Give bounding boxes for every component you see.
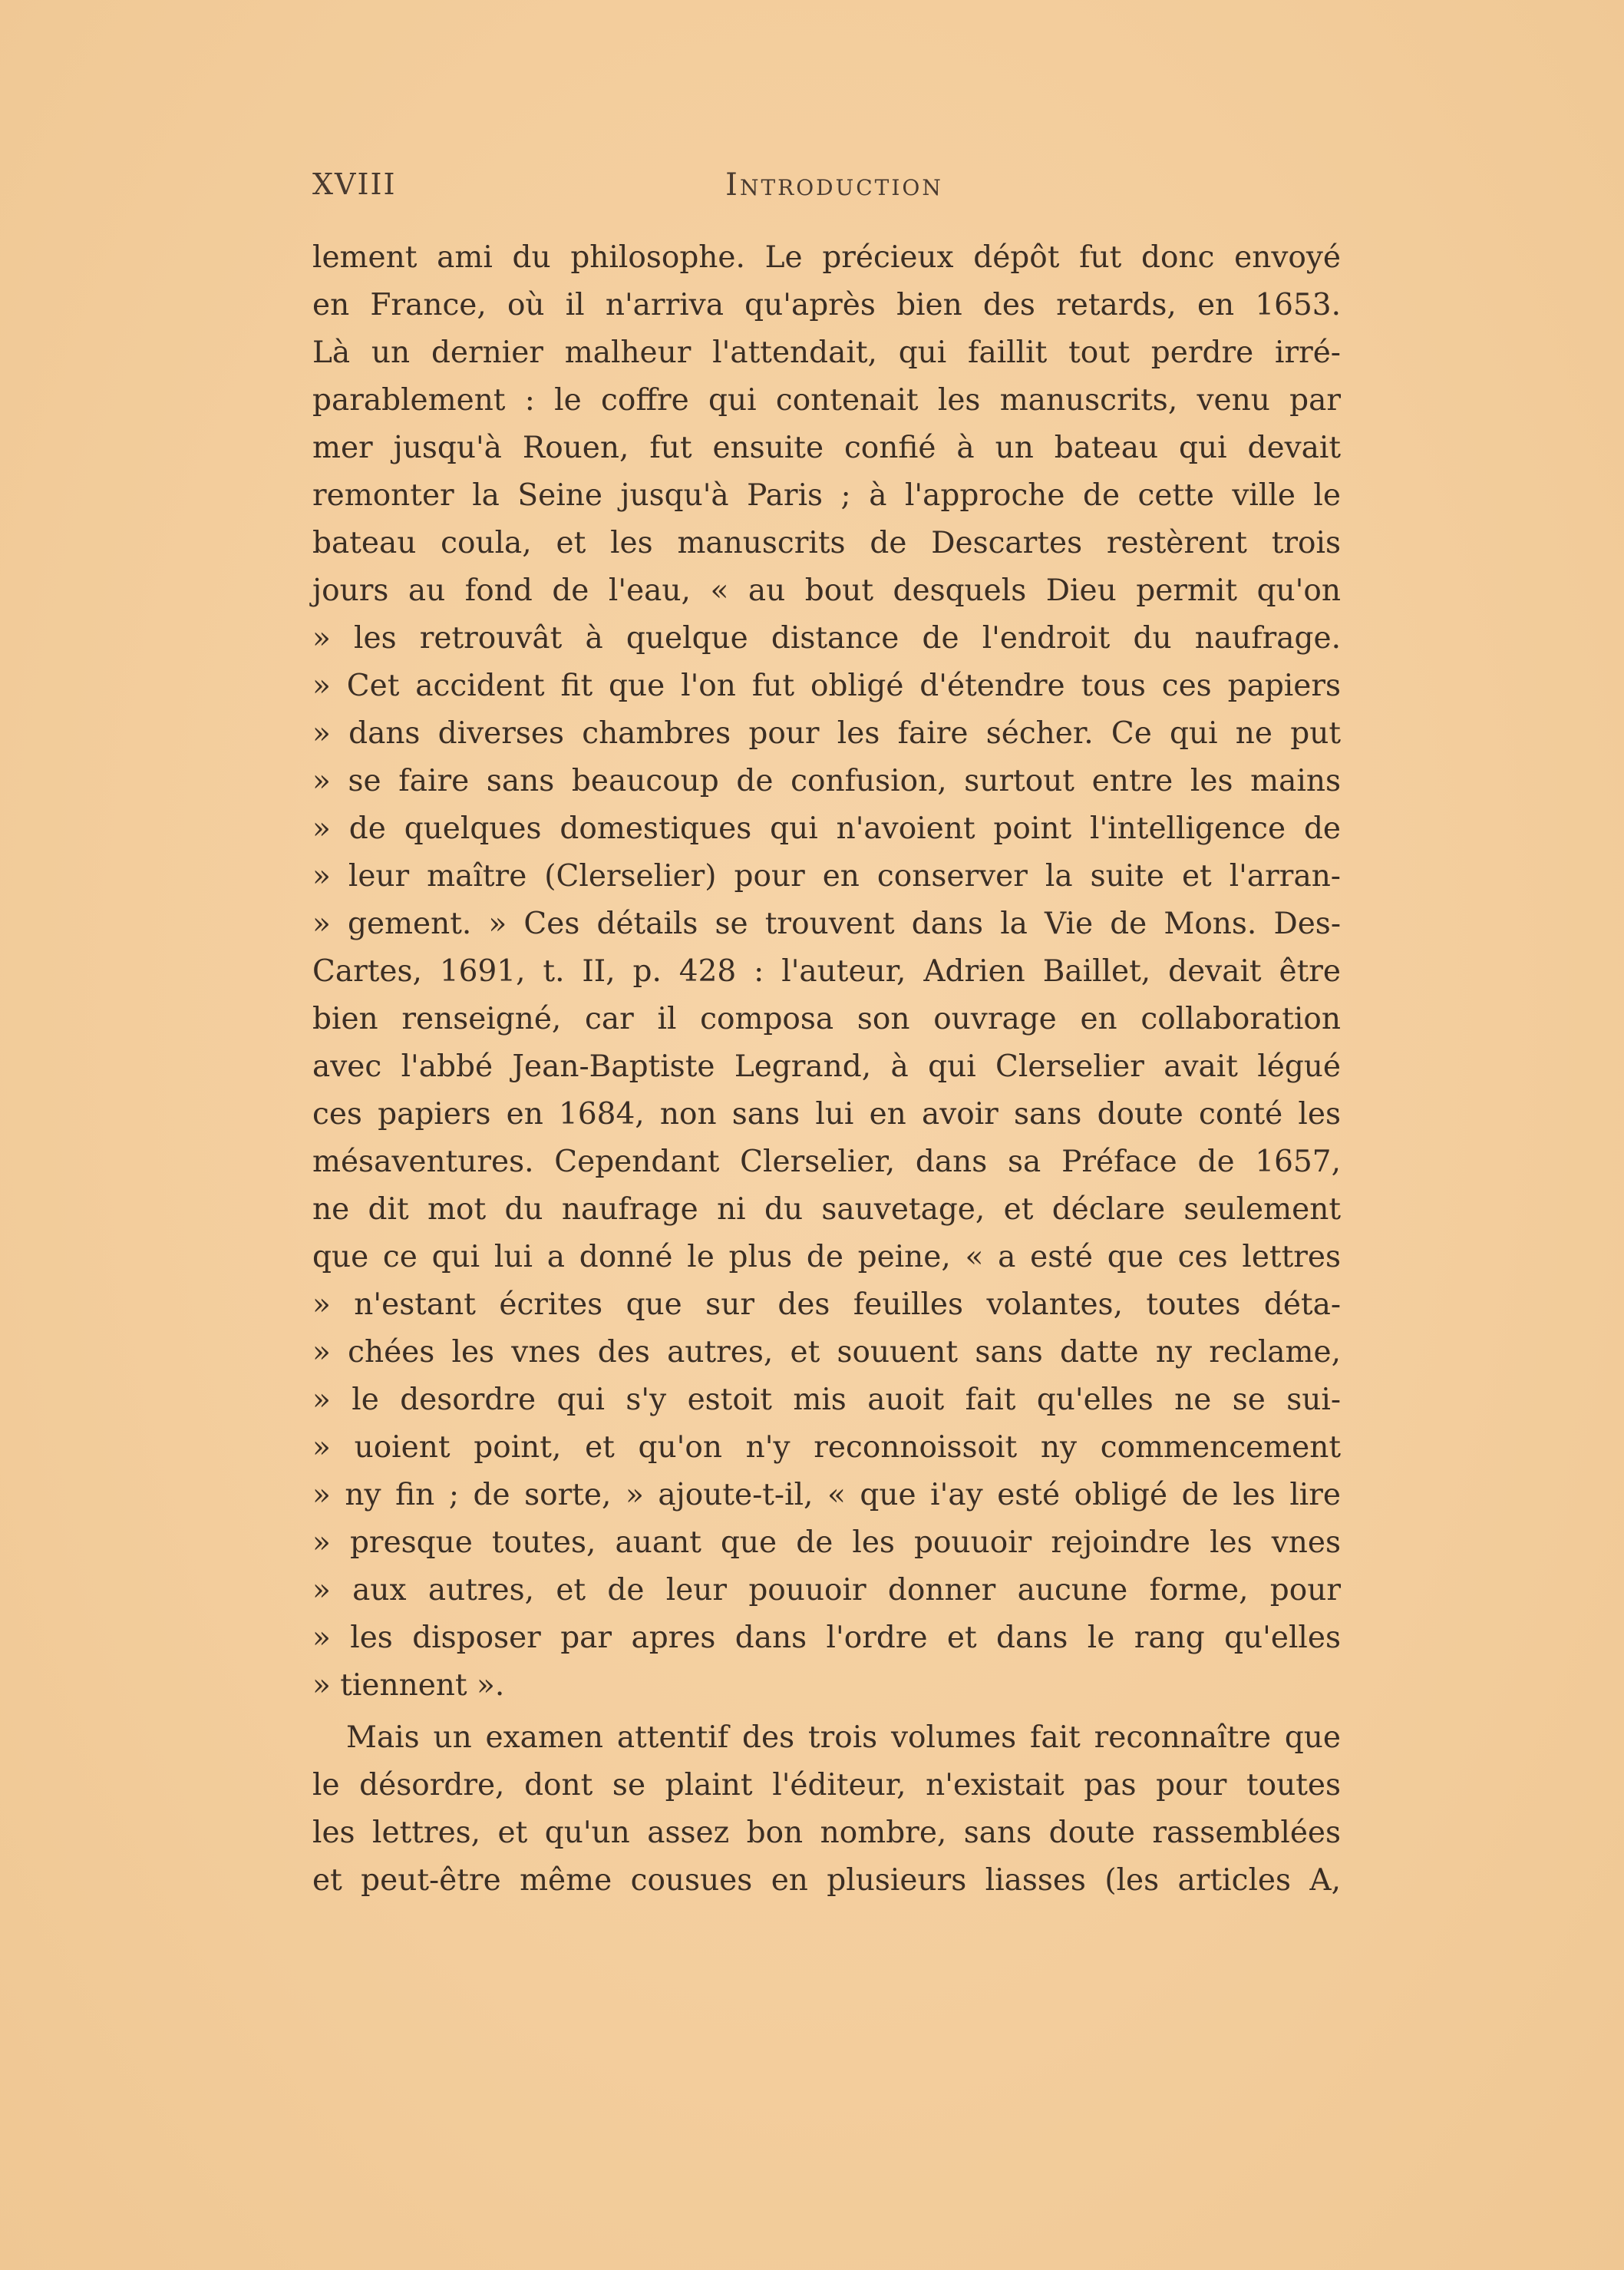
text-line: ces papiers en 1684, non sans lui en avoir sans doute conté les	[312, 1097, 1341, 1132]
text-line: » uoient point, et qu'on n'y reconnoissoit ny commencement	[312, 1430, 1341, 1465]
text-line: » chées les vnes des autres, et souuent sans datte ny reclame,	[312, 1335, 1341, 1370]
paragraph-1	[312, 234, 1341, 1710]
text-line: lement ami du philosophe. Le précieux dépôt fut donc envoyé	[312, 240, 1341, 275]
text-line: » aux autres, et de leur pouuoir donner aucune forme, pour	[312, 1573, 1341, 1608]
text-line: parablement : le coffre qui contenait les manuscrits, venu par	[312, 383, 1341, 418]
text-line: mésaventures. Cependant Clerselier, dans sa Préface de 1657,	[312, 1145, 1341, 1179]
text-line: mer jusqu'à Rouen, fut ensuite confié à un bateau qui devait	[312, 431, 1341, 465]
text-line: remonter la Seine jusqu'à Paris ; à l'approche de cette ville le	[312, 478, 1341, 513]
text-line: » ny fin ; de sorte, » ajoute-t-il, « que i'ay esté obligé de les lire	[312, 1478, 1341, 1512]
text-line: » presque toutes, auant que de les pouuoir rejoindre les vnes	[312, 1525, 1341, 1560]
text-line: » n'estant écrites que sur des feuilles volantes, toutes déta-	[312, 1287, 1341, 1322]
text-line: » tiennent ».	[312, 1668, 505, 1703]
page-number: XVIII	[312, 167, 397, 201]
text-line: les lettres, et qu'un assez bon nombre, sans doute rassemblées	[312, 1816, 1341, 1850]
body-text	[312, 234, 1341, 1905]
text-line: » se faire sans beaucoup de confusion, surtout entre les mains	[312, 764, 1341, 798]
text-line: bien renseigné, car il composa son ouvrage en collaboration	[312, 1002, 1341, 1036]
text-line: » Cet accident fit que l'on fut obligé d'étendre tous ces papiers	[312, 669, 1341, 703]
text-line: et peut-être même cousues en plusieurs liasses (les articles A,	[312, 1863, 1341, 1898]
text-line: Là un dernier malheur l'attendait, qui faillit tout perdre irré-	[312, 335, 1341, 370]
text-line: avec l'abbé Jean-Baptiste Legrand, à qui Clerselier avait légué	[312, 1049, 1341, 1084]
text-line: en France, où il n'arriva qu'après bien des retards, en 1653.	[312, 288, 1341, 322]
page-header	[312, 167, 1356, 213]
paragraph-2	[312, 1714, 1341, 1905]
text-line: bateau coula, et les manuscrits de Descartes restèrent trois	[312, 526, 1341, 560]
text-line: Cartes, 1691, t. II, p. 428 : l'auteur, Adrien Baillet, devait être	[312, 954, 1341, 989]
text-line: Mais un examen attentif des trois volumes fait reconnaître que	[346, 1720, 1341, 1755]
text-line: que ce qui lui a donné le plus de peine, « a esté que ces lettres	[312, 1240, 1341, 1274]
text-line: ne dit mot du naufrage ni du sauvetage, et déclare seulement	[312, 1192, 1341, 1227]
text-line: » le desordre qui s'y estoit mis auoit fait qu'elles ne se sui-	[312, 1383, 1341, 1417]
text-line: jours au fond de l'eau, « au bout desquels Dieu permit qu'on	[312, 573, 1341, 608]
text-line: » leur maître (Clerselier) pour en conserver la suite et l'arran-	[312, 859, 1341, 894]
text-line: » de quelques domestiques qui n'avoient point l'intelligence de	[312, 811, 1341, 846]
text-line: » gement. » Ces détails se trouvent dans la Vie de Mons. Des-	[312, 907, 1341, 941]
text-line: le désordre, dont se plaint l'éditeur, n'existait pas pour toutes	[312, 1768, 1341, 1802]
text-line: » les retrouvât à quelque distance de l'endroit du naufrage.	[312, 621, 1341, 656]
text-line: » les disposer par apres dans l'ordre et dans le rang qu'elles	[312, 1621, 1341, 1655]
running-title: Introduction	[725, 167, 943, 203]
text-line: » dans diverses chambres pour les faire sécher. Ce qui ne put	[312, 716, 1341, 751]
